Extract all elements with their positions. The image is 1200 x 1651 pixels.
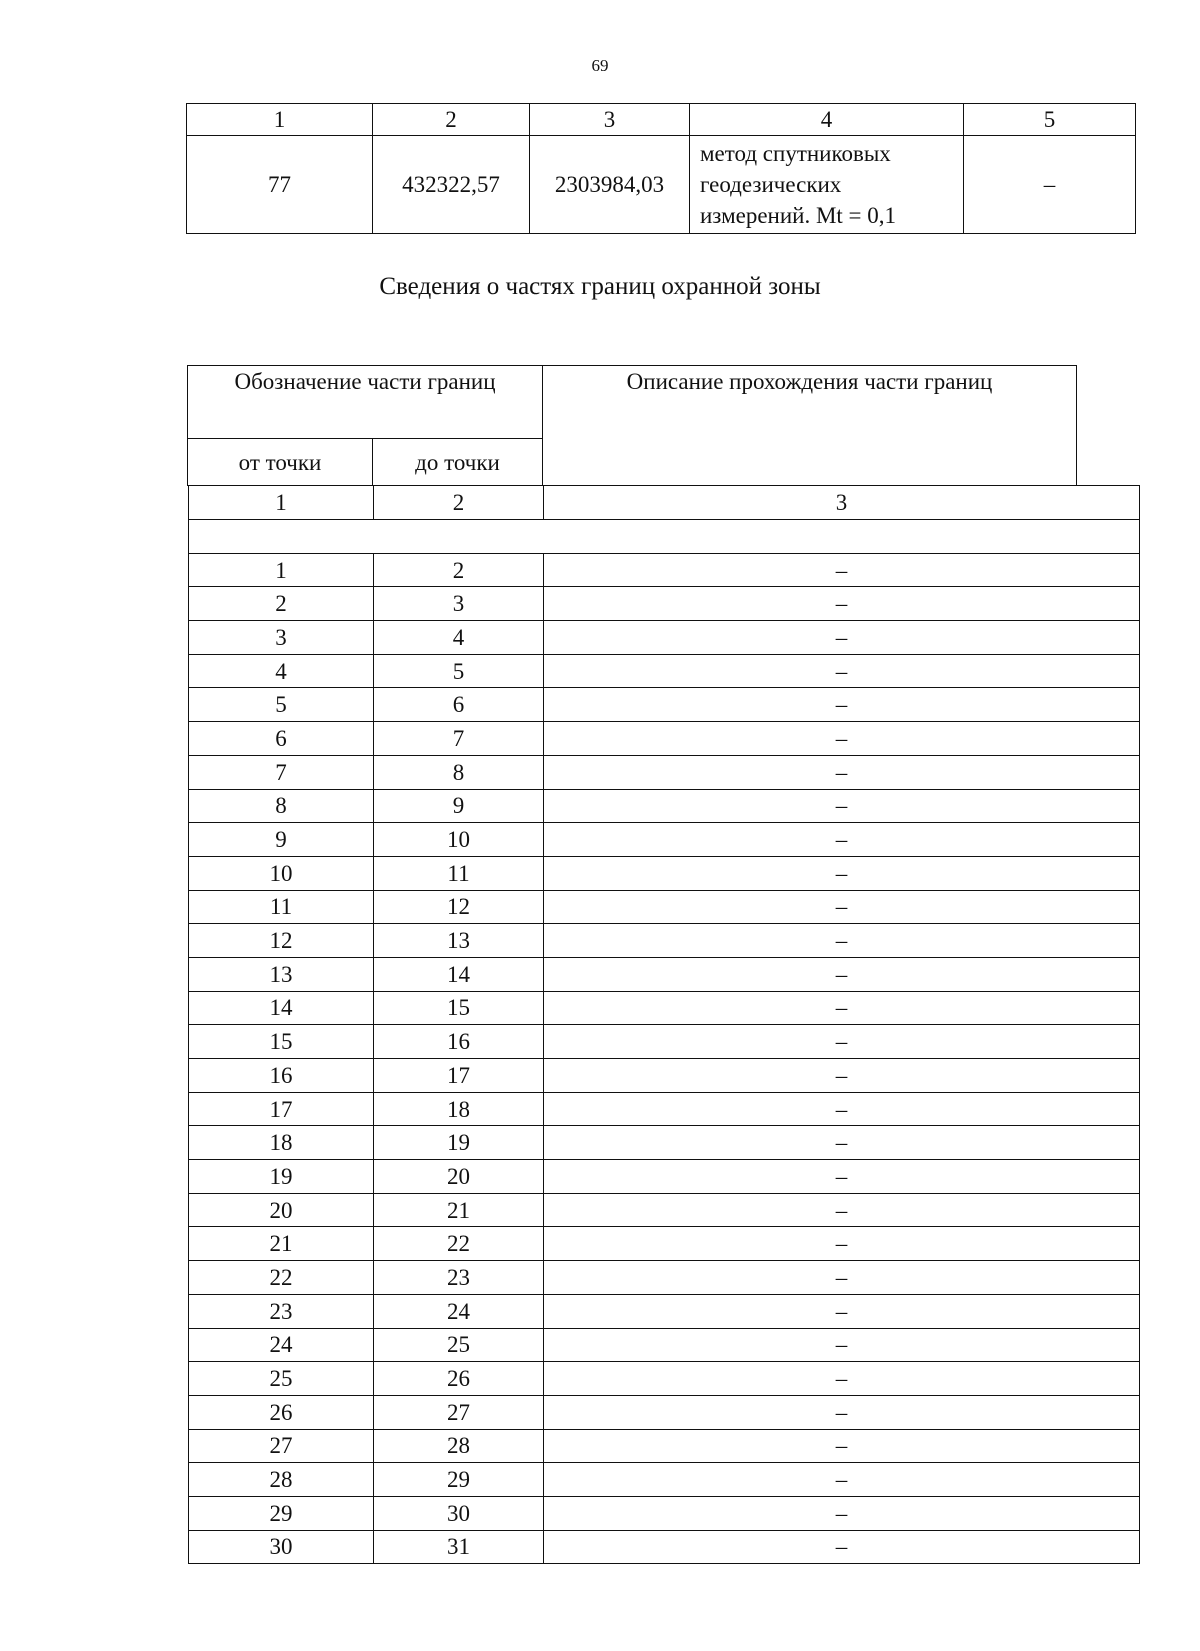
to-point-cell: 19 bbox=[374, 1126, 544, 1160]
from-point-cell: 23 bbox=[189, 1294, 374, 1328]
to-point-cell: 31 bbox=[374, 1530, 544, 1564]
to-point-cell: 11 bbox=[374, 856, 544, 890]
description-cell: – bbox=[544, 1059, 1140, 1093]
parts-table-header bbox=[187, 365, 1077, 486]
from-point-cell: 20 bbox=[189, 1193, 374, 1227]
description-cell: – bbox=[544, 1092, 1140, 1126]
from-point-cell: 16 bbox=[189, 1059, 374, 1093]
parts-header-row bbox=[188, 366, 1077, 439]
table-row bbox=[189, 924, 1140, 958]
from-point-cell: 10 bbox=[189, 856, 374, 890]
point-number-cell: 77 bbox=[187, 136, 373, 234]
table-row bbox=[189, 621, 1140, 655]
table-row bbox=[189, 823, 1140, 857]
designation-header: Обозначение части границ bbox=[188, 366, 543, 439]
description-cell: – bbox=[544, 755, 1140, 789]
description-cell: – bbox=[544, 722, 1140, 756]
from-point-cell: 27 bbox=[189, 1429, 374, 1463]
from-point-cell: 15 bbox=[189, 1025, 374, 1059]
page-number: 69 bbox=[591, 56, 609, 75]
coordinates-header-row bbox=[187, 104, 1136, 136]
coordinates-header-cell: 4 bbox=[690, 104, 964, 136]
table-row bbox=[189, 856, 1140, 890]
table-row bbox=[189, 1328, 1140, 1362]
table-row bbox=[189, 957, 1140, 991]
from-point-cell: 21 bbox=[189, 1227, 374, 1261]
column-number-row bbox=[189, 486, 1140, 520]
from-point-cell: 5 bbox=[189, 688, 374, 722]
method-line: геодезических bbox=[700, 172, 842, 197]
from-point-cell: 29 bbox=[189, 1496, 374, 1530]
to-point-cell: 29 bbox=[374, 1463, 544, 1497]
to-point-cell: 6 bbox=[374, 688, 544, 722]
from-point-cell: 17 bbox=[189, 1092, 374, 1126]
to-point-cell: 4 bbox=[374, 621, 544, 655]
table-row bbox=[189, 553, 1140, 587]
to-point-cell: 12 bbox=[374, 890, 544, 924]
description-header: Описание прохождения части границ bbox=[543, 366, 1077, 486]
description-cell: – bbox=[544, 1362, 1140, 1396]
table-row bbox=[189, 1362, 1140, 1396]
description-cell: – bbox=[544, 688, 1140, 722]
description-cell: – bbox=[544, 1429, 1140, 1463]
from-point-cell: 19 bbox=[189, 1160, 374, 1194]
from-point-cell: 7 bbox=[189, 755, 374, 789]
from-point-cell: 28 bbox=[189, 1463, 374, 1497]
table-row bbox=[189, 1092, 1140, 1126]
description-cell: – bbox=[544, 587, 1140, 621]
table-row bbox=[189, 1059, 1140, 1093]
coordinates-row bbox=[187, 136, 1136, 234]
table-row bbox=[189, 688, 1140, 722]
to-point-cell: 23 bbox=[374, 1261, 544, 1295]
description-cell: – bbox=[544, 1193, 1140, 1227]
description-cell: – bbox=[544, 991, 1140, 1025]
from-point-header: от точки bbox=[188, 439, 373, 486]
description-cell: – bbox=[544, 1395, 1140, 1429]
to-point-cell: 16 bbox=[374, 1025, 544, 1059]
coordinates-header-cell: 3 bbox=[530, 104, 690, 136]
to-point-cell: 9 bbox=[374, 789, 544, 823]
table-row bbox=[189, 890, 1140, 924]
y-coordinate-cell: 2303984,03 bbox=[530, 136, 690, 234]
to-point-cell: 18 bbox=[374, 1092, 544, 1126]
description-cell: – bbox=[544, 1496, 1140, 1530]
column-number-cell: 2 bbox=[374, 486, 544, 520]
parts-table-body bbox=[189, 486, 1140, 1564]
description-cell: – bbox=[544, 1463, 1140, 1497]
from-point-cell: 25 bbox=[189, 1362, 374, 1396]
to-point-cell: 2 bbox=[374, 553, 544, 587]
from-point-cell: 4 bbox=[189, 654, 374, 688]
to-point-cell: 27 bbox=[374, 1395, 544, 1429]
table-row bbox=[189, 755, 1140, 789]
table-row bbox=[189, 1160, 1140, 1194]
point-description-cell: – bbox=[964, 136, 1136, 234]
column-number-cell: 3 bbox=[544, 486, 1140, 520]
description-cell: – bbox=[544, 1530, 1140, 1564]
description-cell: – bbox=[544, 890, 1140, 924]
to-point-cell: 26 bbox=[374, 1362, 544, 1396]
table-row bbox=[189, 1496, 1140, 1530]
to-point-cell: 22 bbox=[374, 1227, 544, 1261]
table-row bbox=[189, 1261, 1140, 1295]
description-cell: – bbox=[544, 1227, 1140, 1261]
table-row bbox=[189, 1025, 1140, 1059]
to-point-cell: 7 bbox=[374, 722, 544, 756]
table-row bbox=[189, 587, 1140, 621]
table-row bbox=[189, 1463, 1140, 1497]
from-point-cell: 13 bbox=[189, 957, 374, 991]
from-point-cell: 8 bbox=[189, 789, 374, 823]
table-row bbox=[189, 1193, 1140, 1227]
description-cell: – bbox=[544, 1294, 1140, 1328]
from-point-cell: 22 bbox=[189, 1261, 374, 1295]
from-point-cell: 11 bbox=[189, 890, 374, 924]
from-point-cell: 30 bbox=[189, 1530, 374, 1564]
to-point-cell: 24 bbox=[374, 1294, 544, 1328]
table-row bbox=[189, 1227, 1140, 1261]
description-cell: – bbox=[544, 1126, 1140, 1160]
description-cell: – bbox=[544, 856, 1140, 890]
from-point-cell: 18 bbox=[189, 1126, 374, 1160]
description-cell: – bbox=[544, 1025, 1140, 1059]
to-point-cell: 20 bbox=[374, 1160, 544, 1194]
from-point-cell: 24 bbox=[189, 1328, 374, 1362]
empty-cell bbox=[189, 519, 1140, 553]
method-cell bbox=[690, 136, 964, 234]
from-point-cell: 12 bbox=[189, 924, 374, 958]
from-point-cell: 26 bbox=[189, 1395, 374, 1429]
to-point-cell: 10 bbox=[374, 823, 544, 857]
to-point-cell: 21 bbox=[374, 1193, 544, 1227]
empty-row bbox=[189, 519, 1140, 553]
table-row bbox=[189, 654, 1140, 688]
table-row bbox=[189, 1530, 1140, 1564]
from-point-cell: 6 bbox=[189, 722, 374, 756]
table-row bbox=[189, 1395, 1140, 1429]
to-point-cell: 30 bbox=[374, 1496, 544, 1530]
from-point-cell: 9 bbox=[189, 823, 374, 857]
to-point-cell: 3 bbox=[374, 587, 544, 621]
to-point-cell: 5 bbox=[374, 654, 544, 688]
x-coordinate-cell: 432322,57 bbox=[373, 136, 530, 234]
to-point-cell: 17 bbox=[374, 1059, 544, 1093]
description-cell: – bbox=[544, 789, 1140, 823]
table-row bbox=[189, 722, 1140, 756]
description-cell: – bbox=[544, 1328, 1140, 1362]
section-title: Сведения о частях границ охранной зоны bbox=[379, 273, 821, 300]
method-line: метод спутниковых bbox=[700, 141, 891, 166]
coordinates-header-cell: 5 bbox=[964, 104, 1136, 136]
parts-table bbox=[188, 485, 1140, 1564]
to-point-cell: 15 bbox=[374, 991, 544, 1025]
from-point-cell: 1 bbox=[189, 553, 374, 587]
coordinates-table bbox=[186, 103, 1136, 234]
description-cell: – bbox=[544, 823, 1140, 857]
table-row bbox=[189, 789, 1140, 823]
coordinates-header-cell: 2 bbox=[373, 104, 530, 136]
to-point-cell: 28 bbox=[374, 1429, 544, 1463]
description-cell: – bbox=[544, 621, 1140, 655]
to-point-cell: 13 bbox=[374, 924, 544, 958]
description-cell: – bbox=[544, 553, 1140, 587]
table-row bbox=[189, 991, 1140, 1025]
column-number-cell: 1 bbox=[189, 486, 374, 520]
description-cell: – bbox=[544, 654, 1140, 688]
table-row bbox=[189, 1294, 1140, 1328]
table-row bbox=[189, 1126, 1140, 1160]
to-point-header: до точки bbox=[373, 439, 543, 486]
from-point-cell: 3 bbox=[189, 621, 374, 655]
description-cell: – bbox=[544, 1160, 1140, 1194]
coordinates-header-cell: 1 bbox=[187, 104, 373, 136]
description-cell: – bbox=[544, 924, 1140, 958]
to-point-cell: 25 bbox=[374, 1328, 544, 1362]
description-cell: – bbox=[544, 1261, 1140, 1295]
to-point-cell: 14 bbox=[374, 957, 544, 991]
from-point-cell: 14 bbox=[189, 991, 374, 1025]
method-line: измерений. Mt = 0,1 bbox=[700, 203, 897, 228]
description-cell: – bbox=[544, 957, 1140, 991]
table-row bbox=[189, 1429, 1140, 1463]
to-point-cell: 8 bbox=[374, 755, 544, 789]
from-point-cell: 2 bbox=[189, 587, 374, 621]
